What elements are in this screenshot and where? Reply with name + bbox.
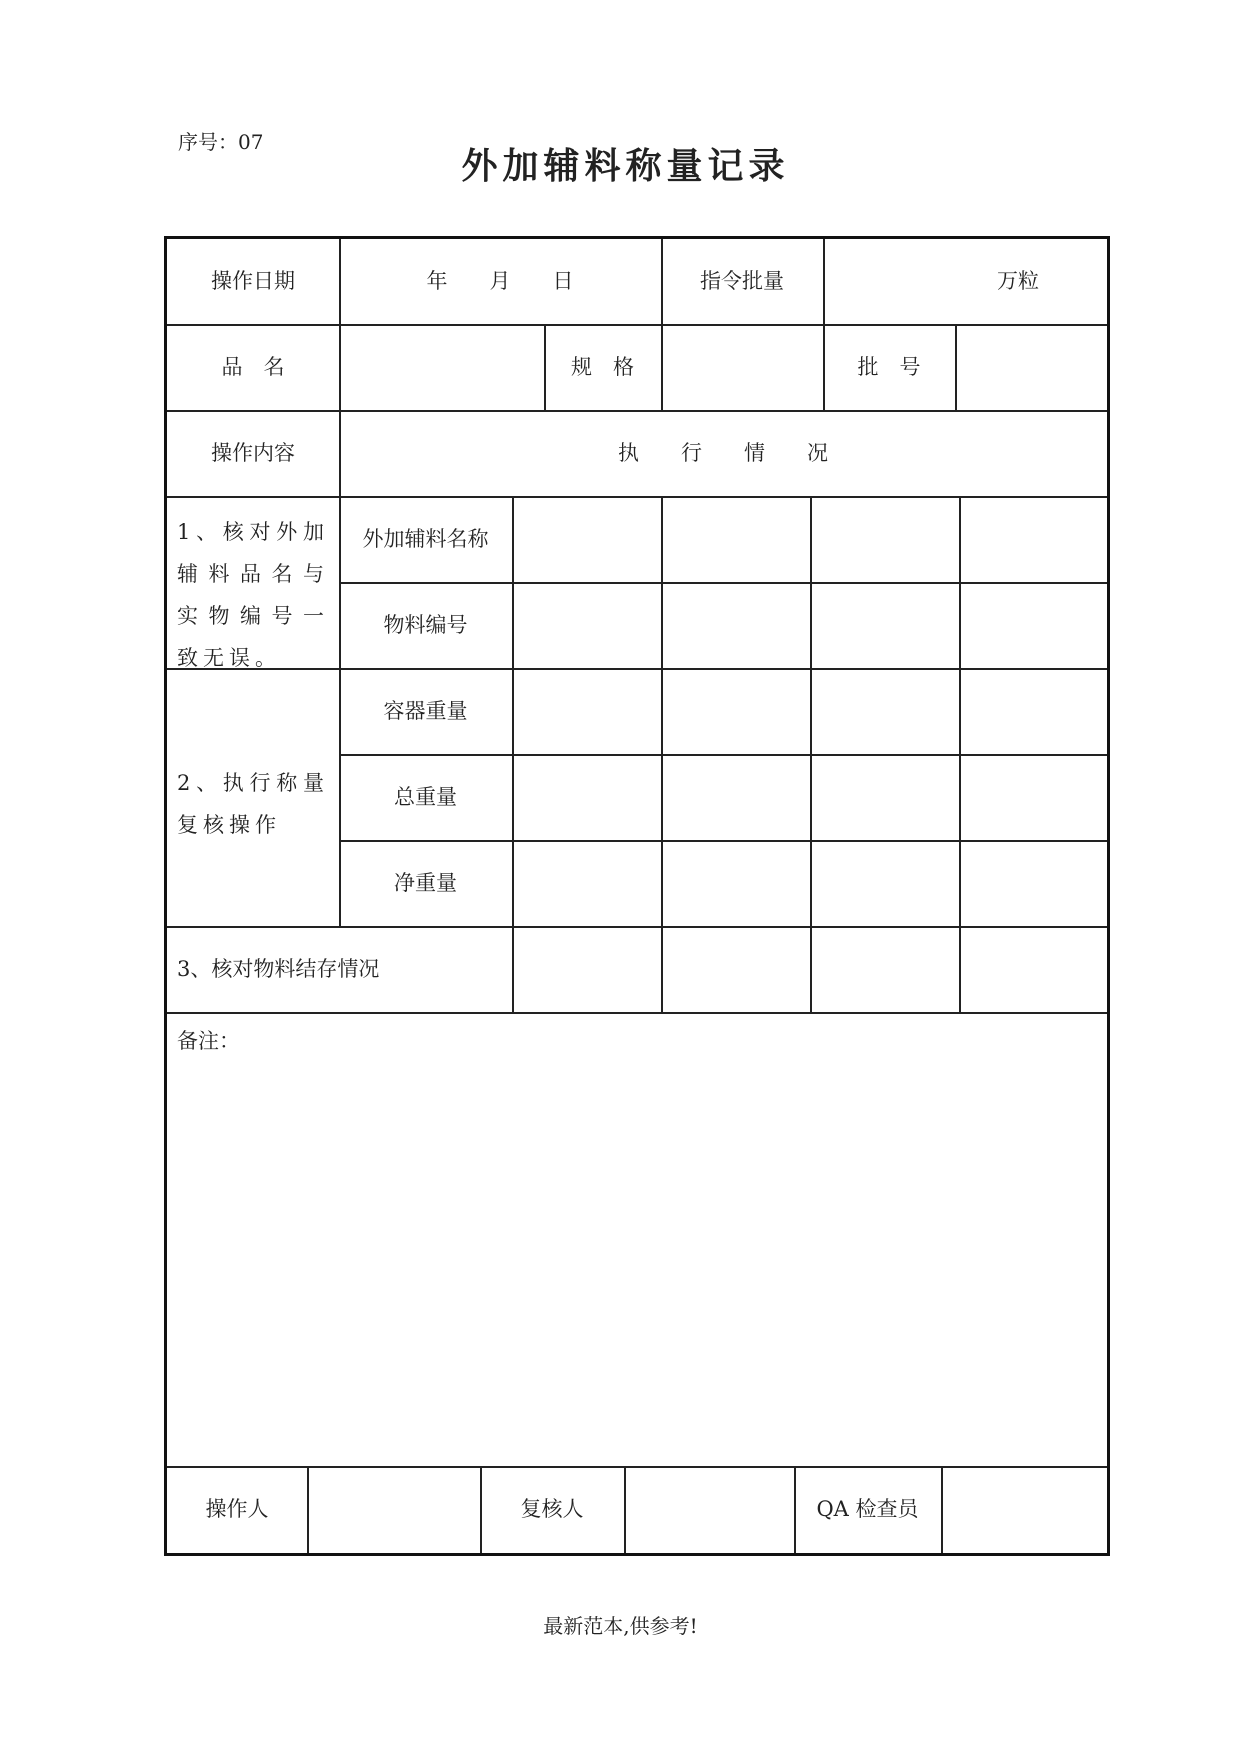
year-label: 年: [426, 269, 448, 293]
date-field[interactable]: [339, 239, 661, 324]
net-weight-label: 净重量: [394, 870, 457, 895]
remarks-area[interactable]: [167, 1049, 1107, 1459]
op-date-label: 操作日期: [211, 269, 295, 293]
col-divider: [512, 496, 514, 1012]
step3-text: 3、核对物料结存情况: [177, 956, 380, 981]
remarks-label: 备注：: [177, 1029, 240, 1053]
spec-label: 规 格: [571, 354, 634, 379]
container-weight-label: 容器重量: [383, 698, 468, 723]
lot-number-label: 批 号: [857, 354, 921, 379]
step1-text: 1、核对外加辅料品名与实物编号一致无误。: [177, 520, 329, 670]
reviewer-label: 复核人: [520, 1497, 584, 1521]
unit-label: 万粒: [997, 269, 1039, 293]
month-label: 月: [489, 269, 511, 293]
col-divider: [959, 496, 961, 1012]
batch-qty-label: 指令批量: [700, 269, 784, 293]
operator-field[interactable]: [307, 1466, 480, 1553]
product-name-label: 品 名: [221, 354, 285, 379]
footer-note: 最新范本,供参考!: [543, 1614, 698, 1638]
step2-text: 2、执行称量复核操作: [177, 771, 329, 837]
row-divider: [167, 496, 1107, 498]
serial-number: 序号：07: [178, 130, 264, 154]
gross-weight-label: 总重量: [394, 784, 457, 809]
operator-label: 操作人: [205, 1497, 269, 1521]
qa-inspector-label: QA 检查员: [816, 1497, 919, 1521]
lot-number-field[interactable]: [955, 324, 1107, 410]
day-label: 日: [552, 269, 574, 293]
status-header: 执 行 情 况: [618, 440, 828, 465]
content-label: 操作内容: [211, 440, 295, 465]
row-divider: [167, 1012, 1107, 1014]
material-name-label: 外加辅料名称: [362, 526, 489, 551]
reviewer-field[interactable]: [624, 1466, 794, 1553]
material-code-label: 物料编号: [383, 612, 468, 637]
spec-field[interactable]: [661, 324, 823, 410]
col-divider: [810, 496, 812, 1012]
form-title: 外加辅料称量记录: [461, 145, 790, 187]
product-name-field[interactable]: [339, 324, 544, 410]
batch-qty-field[interactable]: [823, 239, 1107, 324]
qa-inspector-field[interactable]: [941, 1466, 1107, 1553]
col-divider: [661, 496, 663, 1012]
weighing-record-form: [164, 236, 1110, 1556]
